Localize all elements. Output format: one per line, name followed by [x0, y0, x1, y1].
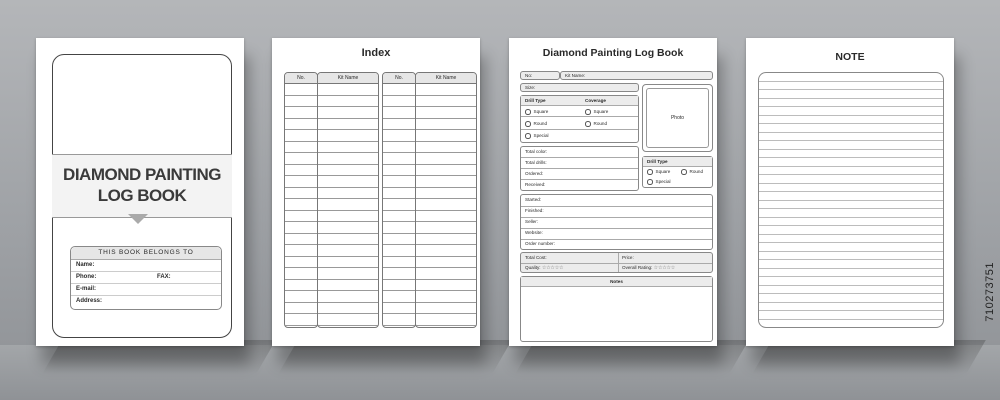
index-row	[318, 303, 378, 315]
quality-stars[interactable]: ☆☆☆☆☆	[541, 265, 564, 271]
index-row	[383, 188, 415, 200]
index-row	[416, 176, 476, 188]
totals-box	[520, 146, 639, 191]
index-row	[318, 165, 378, 177]
drill-square-label: Square	[533, 109, 549, 114]
index-row	[285, 153, 317, 165]
index-row	[285, 291, 317, 303]
note-line	[759, 226, 943, 235]
index-rows	[318, 84, 378, 326]
index-row	[383, 280, 415, 292]
size-label: Size:	[525, 85, 536, 90]
index-row	[285, 211, 317, 223]
index-row	[383, 245, 415, 257]
index-row	[383, 130, 415, 142]
rating-row	[622, 265, 675, 271]
index-row	[416, 188, 476, 200]
index-row	[285, 96, 317, 108]
photo-frame	[642, 84, 713, 152]
note-line	[759, 311, 943, 320]
note-line	[759, 124, 943, 133]
index-row	[416, 119, 476, 131]
index-row	[318, 96, 378, 108]
index-row	[318, 188, 378, 200]
index-row	[383, 96, 415, 108]
email-field	[71, 284, 221, 296]
radio-icon	[585, 121, 591, 127]
index-rows	[416, 84, 476, 326]
divider	[521, 168, 638, 169]
rating-stars[interactable]: ☆☆☆☆☆	[653, 265, 676, 271]
divider	[521, 179, 638, 180]
no-label: No:	[525, 73, 533, 78]
index-row	[383, 153, 415, 165]
index-row	[318, 211, 378, 223]
index-row	[416, 245, 476, 257]
index-row	[285, 303, 317, 315]
received-label: Received:	[525, 182, 546, 187]
index-row	[383, 165, 415, 177]
notes-box	[520, 276, 713, 342]
index-row	[318, 84, 378, 96]
note-line	[759, 243, 943, 252]
coverage-square-option[interactable]	[585, 109, 608, 115]
note-line	[759, 133, 943, 142]
drill-square-option[interactable]	[525, 109, 548, 115]
coverage-label: Coverage	[585, 98, 606, 103]
index-row	[285, 188, 317, 200]
index-kit-header: Kit Name	[416, 73, 476, 84]
divider	[521, 206, 712, 207]
phone-label: Phone:	[76, 274, 97, 280]
note-line	[759, 218, 943, 227]
index-row	[416, 303, 476, 315]
index-row	[285, 222, 317, 234]
note-line	[759, 150, 943, 159]
radio-icon	[647, 179, 653, 185]
index-row	[318, 314, 378, 326]
index-kit-column	[415, 72, 477, 328]
photo-label: Photo	[670, 115, 685, 121]
index-row	[318, 245, 378, 257]
index-row	[383, 211, 415, 223]
index-row	[318, 234, 378, 246]
index-row	[416, 142, 476, 154]
index-row	[383, 119, 415, 131]
index-no-header: No.	[285, 73, 317, 84]
note-line	[759, 184, 943, 193]
index-row	[416, 314, 476, 326]
index-row	[416, 257, 476, 269]
photo-drill-type-label: Drill Type	[647, 159, 668, 164]
kit-name-field	[560, 71, 713, 80]
index-row	[318, 107, 378, 119]
index-row	[416, 211, 476, 223]
photo-round-option[interactable]	[681, 169, 703, 175]
index-row	[416, 280, 476, 292]
index-row	[318, 268, 378, 280]
note-line	[759, 286, 943, 295]
photo-special-option[interactable]	[647, 179, 671, 185]
index-row	[416, 234, 476, 246]
index-row	[318, 280, 378, 292]
divider	[521, 105, 638, 106]
drill-type-label: Drill Type	[525, 98, 546, 103]
email-label: E-mail:	[76, 286, 97, 292]
finished-label: Finished:	[525, 208, 544, 213]
drill-round-label: Round	[533, 121, 548, 126]
note-title: NOTE	[835, 51, 865, 63]
index-row	[318, 257, 378, 269]
coverage-round-label: Round	[593, 121, 608, 126]
index-no-column	[284, 72, 318, 328]
divider	[521, 129, 638, 130]
quality-row	[525, 265, 563, 271]
divider	[521, 228, 712, 229]
note-line	[759, 294, 943, 303]
note-line	[759, 116, 943, 125]
seller-label: Seller:	[525, 219, 539, 224]
index-row	[318, 291, 378, 303]
index-row	[383, 303, 415, 315]
index-no-column	[382, 72, 416, 328]
index-row	[318, 199, 378, 211]
index-page	[272, 38, 480, 346]
fax-label: FAX:	[157, 274, 171, 280]
coverage-round-option[interactable]	[585, 121, 607, 127]
price-label: Price:	[622, 255, 634, 260]
index-row	[285, 107, 317, 119]
index-rows	[383, 84, 415, 326]
cover-title-line2: LOG BOOK	[97, 186, 187, 205]
note-line	[759, 235, 943, 244]
index-row	[383, 107, 415, 119]
index-row	[383, 234, 415, 246]
note-line	[759, 167, 943, 176]
note-line	[759, 269, 943, 278]
kit-name-label: Kit Name:	[565, 73, 586, 78]
index-row	[416, 199, 476, 211]
cover-title-band	[52, 154, 232, 218]
index-row	[285, 245, 317, 257]
index-row	[318, 222, 378, 234]
radio-icon	[525, 109, 531, 115]
index-row	[383, 176, 415, 188]
index-row	[416, 222, 476, 234]
index-row	[383, 291, 415, 303]
total-color-label: Total color:	[525, 149, 548, 154]
ordered-label: Ordered:	[525, 171, 544, 176]
index-row	[285, 268, 317, 280]
photo-special-label: Special	[655, 179, 671, 184]
belongs-heading: THIS BOOK BELONGS TO	[71, 247, 221, 260]
order-info-box	[520, 194, 713, 250]
photo-square-label: Square	[655, 169, 671, 174]
index-row	[318, 119, 378, 131]
photo-round-label: Round	[689, 169, 704, 174]
index-row	[383, 268, 415, 280]
index-kit-column	[317, 72, 379, 328]
cover-title-line1: DIAMOND PAINTING	[63, 165, 221, 184]
index-row	[285, 142, 317, 154]
index-row	[383, 142, 415, 154]
log-title: Diamond Painting Log Book	[542, 47, 684, 59]
index-row	[416, 153, 476, 165]
coverage-square-label: Square	[593, 109, 609, 114]
radio-icon	[525, 133, 531, 139]
index-row	[318, 176, 378, 188]
belongs-to-box	[70, 246, 222, 310]
radio-icon	[525, 121, 531, 127]
radio-icon	[681, 169, 687, 175]
index-row	[285, 257, 317, 269]
size-field	[520, 83, 639, 92]
note-lines-box	[758, 72, 944, 328]
note-line	[759, 73, 943, 82]
note-line	[759, 201, 943, 210]
cover-page	[36, 38, 244, 346]
no-field	[520, 71, 560, 80]
total-cost-label: Total Cost:	[525, 255, 547, 260]
index-row	[285, 165, 317, 177]
drill-round-option[interactable]	[525, 121, 547, 127]
cost-rating-box	[520, 252, 713, 273]
order-number-label: Order number:	[525, 241, 555, 246]
index-row	[383, 199, 415, 211]
total-drills-label: Total drills:	[525, 160, 547, 165]
divider	[643, 166, 712, 167]
index-row	[383, 314, 415, 326]
index-row	[383, 222, 415, 234]
index-row	[416, 84, 476, 96]
index-row	[318, 130, 378, 142]
address-label: Address:	[76, 298, 103, 304]
index-row	[318, 142, 378, 154]
index-row	[416, 291, 476, 303]
index-row	[383, 257, 415, 269]
divider	[521, 116, 638, 117]
index-row	[318, 153, 378, 165]
quality-label: Quality:	[525, 265, 541, 270]
divider	[521, 217, 712, 218]
index-kit-header: Kit Name	[318, 73, 378, 84]
name-field	[71, 260, 221, 272]
index-row	[285, 119, 317, 131]
drill-special-label: Special	[533, 133, 549, 138]
index-row	[416, 107, 476, 119]
note-line	[759, 303, 943, 312]
phone-field	[71, 272, 221, 284]
index-row	[285, 234, 317, 246]
note-page	[746, 38, 954, 346]
name-label: Name:	[76, 262, 95, 268]
divider	[521, 263, 712, 264]
notes-label: Notes	[610, 279, 623, 284]
index-no-header: No.	[383, 73, 415, 84]
address-field	[71, 296, 221, 307]
radio-icon	[585, 109, 591, 115]
note-line	[759, 107, 943, 116]
started-label: Started:	[525, 197, 542, 202]
index-row	[383, 84, 415, 96]
note-line	[759, 82, 943, 91]
index-rows	[285, 84, 317, 326]
note-line	[759, 175, 943, 184]
stock-id: 710273751	[984, 262, 996, 322]
drill-coverage-box	[520, 95, 639, 143]
overall-rating-label: Overall Rating:	[622, 265, 653, 270]
photo-square-option[interactable]	[647, 169, 670, 175]
index-row	[285, 130, 317, 142]
index-title: Index	[361, 47, 391, 59]
index-row	[416, 96, 476, 108]
note-line	[759, 90, 943, 99]
index-row	[416, 130, 476, 142]
note-line	[759, 141, 943, 150]
note-line	[759, 99, 943, 108]
index-row	[285, 199, 317, 211]
divider	[521, 239, 712, 240]
photo-drill-type-box	[642, 156, 713, 188]
index-row	[416, 268, 476, 280]
index-row	[285, 176, 317, 188]
drill-special-option[interactable]	[525, 133, 549, 139]
index-row	[285, 84, 317, 96]
divider	[521, 157, 638, 158]
radio-icon	[647, 169, 653, 175]
note-line	[759, 277, 943, 286]
index-row	[285, 280, 317, 292]
index-row	[416, 165, 476, 177]
log-page	[509, 38, 717, 346]
arrow-down-icon	[128, 214, 148, 224]
website-label: Website:	[525, 230, 543, 235]
note-line	[759, 158, 943, 167]
note-line	[759, 260, 943, 269]
index-row	[285, 314, 317, 326]
note-line	[759, 192, 943, 201]
note-line	[759, 209, 943, 218]
note-line	[759, 252, 943, 261]
